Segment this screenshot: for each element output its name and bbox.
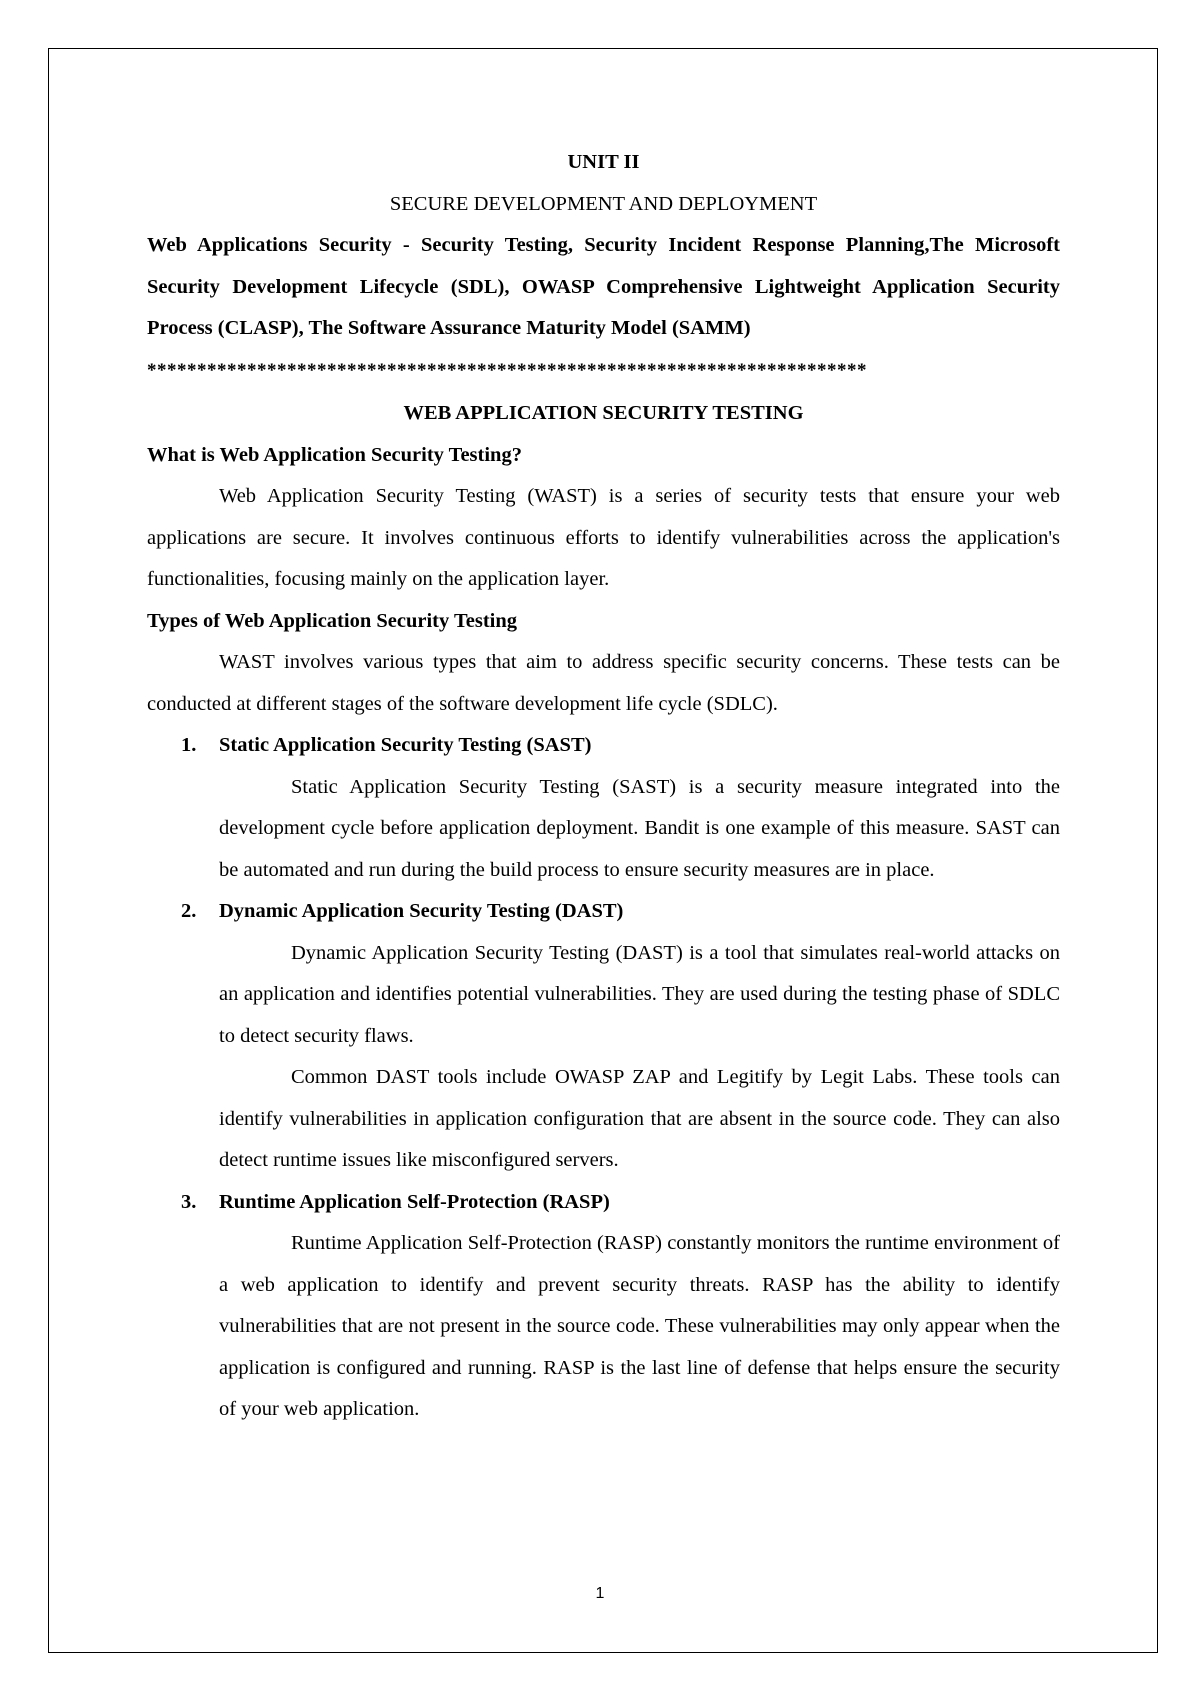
list-item-paragraph: Runtime Application Self-Protection (RASP) constantly monitors the runtime environment of a web application to identify and prevent security threats. RASP has the ability to identify vulnerabilities that are not present in the source code. These vulnerabilities may only appear when the application is configured and running. RASP is the last line of defense that helps ensure the security of your web application. (219, 1232, 1060, 1420)
what-paragraph: Web Application Security Testing (WAST) is a series of security tests that ensure your web applications are secure. It involves continuous efforts to identify vulnerabilities across the application's functionalities, focusing mainly on the application layer. (147, 485, 1060, 590)
list-item-paragraph: Common DAST tools include OWASP ZAP and Legitify by Legit Labs. These tools can identify vulnerabilities in application configuration that are absent in the source code. They can also detect runtime issues like misconfigured servers. (219, 1066, 1060, 1171)
types-list (147, 725, 1060, 1431)
separator-stars: ************************************************************************ (147, 359, 867, 381)
list-item-number: 2. (181, 900, 197, 922)
document-body (147, 142, 1060, 1431)
list-item-title: Runtime Application Self-Protection (RASP) (219, 1190, 610, 1213)
list-item (147, 891, 1060, 1182)
list-item-number: 1. (181, 734, 197, 756)
list-item-title: Static Application Security Testing (SAST) (219, 734, 592, 756)
list-item-number: 3. (181, 1190, 197, 1213)
list-item (147, 725, 1060, 891)
page-number: 1 (595, 1585, 605, 1602)
syllabus-topics: Web Applications Security - Security Testing, Security Incident Response Planning,The Microsoft Security Development Lifecycle (SDL), OWASP Comprehensive Lightweight Application Security Process (CLASP), The Software Assurance Maturity Model (SAMM) (147, 234, 1060, 339)
section-title: WEB APPLICATION SECURITY TESTING (403, 402, 804, 424)
list-item (147, 1182, 1060, 1431)
what-heading: What is Web Application Security Testing? (147, 443, 522, 466)
list-item-title: Dynamic Application Security Testing (DAST) (219, 900, 624, 922)
list-item-paragraph: Dynamic Application Security Testing (DAST) is a tool that simulates real-world attacks on an application and identifies potential vulnerabilities. They are used during the testing phase of SDLC to detect security flaws. (219, 941, 1060, 1047)
types-paragraph: WAST involves various types that aim to address specific security concerns. These tests can be conducted at different stages of the software development life cycle (SDLC). (147, 651, 1060, 715)
unit-subtitle: SECURE DEVELOPMENT AND DEPLOYMENT (389, 192, 818, 215)
list-item-paragraph: Static Application Security Testing (SAST) is a security measure integrated into the development cycle before application deployment. Bandit is one example of this measure. SAST can be automated and run during the build process to ensure security measures are in place. (219, 775, 1060, 881)
unit-title: UNIT II (567, 151, 640, 173)
types-heading: Types of Web Application Security Testing (147, 609, 518, 632)
